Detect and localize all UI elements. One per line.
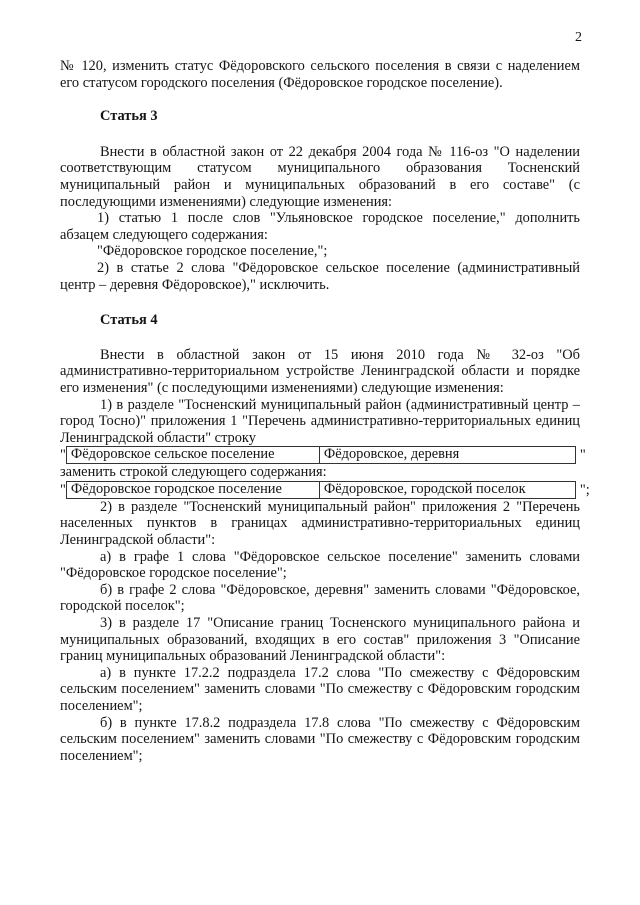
quote-open: " [60, 481, 66, 498]
quote-close: " [579, 446, 586, 463]
article-4-paragraph-5: б) в графе 2 слова "Фёдоровское, деревня" заменить словами "Фёдоровское, городской поселок"; [60, 581, 580, 615]
new-row-cell-2: Фёдоровское, городской поселок [323, 480, 526, 497]
page-number: 2 [575, 30, 582, 45]
old-row-cell-2: Фёдоровское, деревня [323, 446, 460, 463]
article-3-heading: Статья 3 [100, 108, 158, 125]
article-4-paragraph-3: 2) в разделе "Тосненский муниципальный район" приложения 2 "Перечень населенных пунктов в границах административно-территориальных единиц Ленинградской области": [60, 498, 580, 549]
new-row-line [60, 480, 590, 499]
article-4-paragraph-6: 3) в разделе 17 "Описание границ Тосненского муниципального района и муниципальных образований, входящих в его состав" приложения 3 "Описание границ муниципальных образований Ленинградской области": [60, 615, 580, 665]
article-3-paragraph-4: 2) в статье 2 слова "Фёдоровское сельское поселение (административный центр – деревня Фёдоровское)," исключить. [60, 259, 580, 293]
intro-paragraph: № 120, изменить статус Фёдоровского сельского поселения в связи с наделением его статусом городского поселения (Фёдоровское городское поселение). [60, 58, 580, 91]
new-row-table [66, 481, 576, 499]
old-row-line [60, 446, 586, 464]
old-row-cell-1: Фёдоровское сельское поселение [67, 447, 320, 463]
document-body [60, 58, 590, 764]
article-4-paragraph-1: Внести в областной закон от 15 июня 2010 года № 32-оз "Об административно-территориальном устройстве Ленинградской области и порядке его изменения" (с последующими изменениями) следующие изменения: [60, 346, 580, 396]
article-4-paragraph-4: а) в графе 1 слова "Фёдоровское сельское поселение" заменить словами "Фёдоровское городское поселение"; [60, 548, 580, 582]
quote-open: " [60, 446, 66, 463]
article-3-paragraph-1: Внести в областной закон от 22 декабря 2004 года № 116-оз "О наделении соответствующим статусом муниципального образования Тосненский муниципальный район и муниципальных образований в его составе" (с последующими изменениями) следующие изменения: [60, 143, 580, 210]
article-4-paragraph-8: б) в пункте 17.8.2 подраздела 17.8 слова "По смежеству с Фёдоровским сельским поселением" заменить словами "По смежеству с Фёдоровским городским поселением"; [60, 714, 580, 764]
article-4-paragraph-7: а) в пункте 17.2.2 подраздела 17.2 слова "По смежеству с Фёдоровским сельским поселением" заменить словами "По смежеству с Фёдоровским городским поселением"; [60, 664, 580, 714]
article-4-paragraph-2: 1) в разделе "Тосненский муниципальный район (административный центр – город Тосно)" приложения 1 "Перечень административно-территориальных единиц Ленинградской области" строку [60, 396, 580, 446]
article-3-paragraph-3: "Фёдоровское городское поселение,"; [97, 243, 328, 260]
quote-close: "; [579, 481, 590, 498]
article-4-heading: Статья 4 [100, 312, 158, 329]
old-row-table [66, 446, 576, 464]
article-3-paragraph-2: 1) статью 1 после слов "Ульяновское городское поселение," дополнить абзацем следующего содержания: [60, 210, 580, 243]
replace-text: заменить строкой следующего содержания: [60, 464, 327, 481]
new-row-cell-1: Фёдоровское городское поселение [67, 482, 320, 498]
